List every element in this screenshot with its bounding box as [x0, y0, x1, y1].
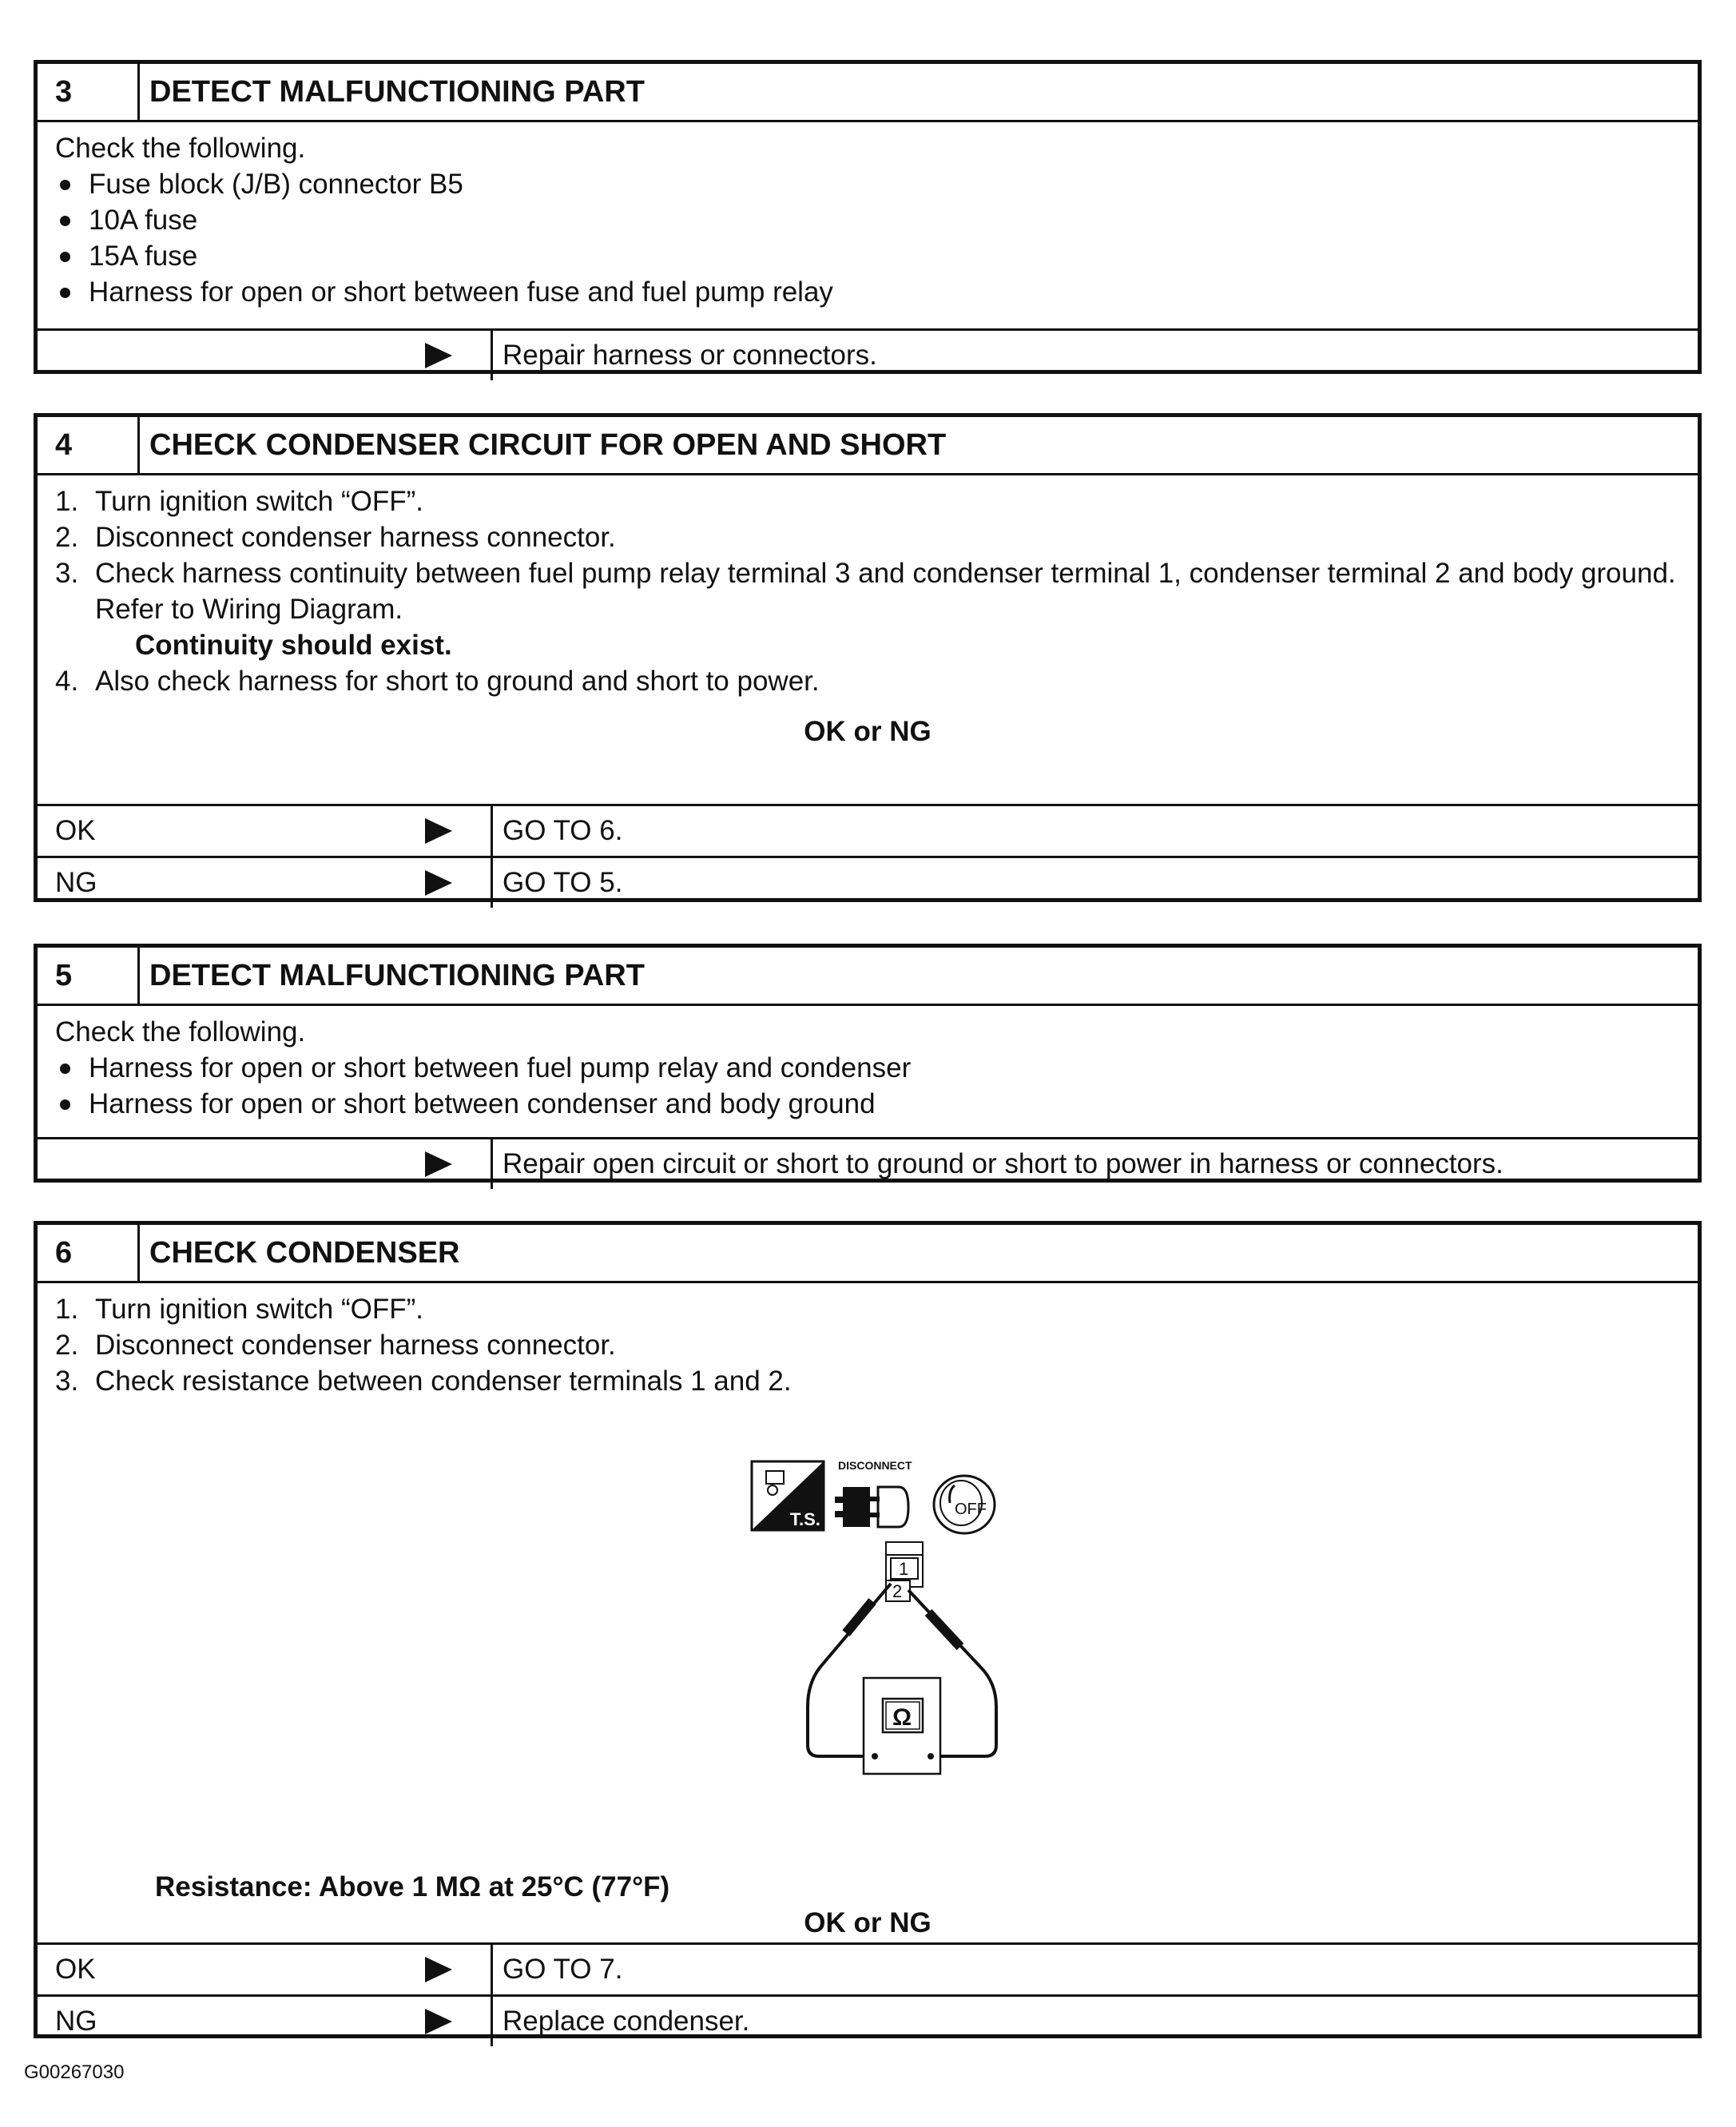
list-item: 3. Check resistance between condenser terminals 1 and 2.	[55, 1366, 792, 1397]
list-item: 4. Also check harness for short to ground and short to power.	[55, 666, 820, 697]
step-body	[38, 1283, 1698, 1942]
list-item: 1. Turn ignition switch “OFF”.	[55, 1294, 424, 1325]
spec-text: Continuity should exist.	[135, 630, 452, 661]
ok-ng-heading: OK or NG	[804, 1907, 932, 1938]
ok-label: OK	[38, 806, 493, 856]
arrow-right-icon	[425, 870, 452, 896]
ng-action: GO TO 5.	[503, 867, 623, 898]
result-condition	[38, 331, 493, 380]
spec-text: Resistance: Above 1 MΩ at 25°C (77°F)	[155, 1871, 670, 1902]
step-number: 4	[38, 417, 140, 473]
intro-text: Check the following.	[55, 133, 306, 164]
bullet-item: 15A fuse	[55, 238, 1680, 274]
ok-row	[38, 804, 1698, 856]
ng-action: Replace condenser.	[503, 2006, 750, 2037]
svg-text:1: 1	[899, 1559, 909, 1579]
ok-row	[38, 1942, 1698, 1994]
result-action: Repair open circuit or short to ground or short to power in harness or connectors.	[503, 1148, 1504, 1179]
probe-right	[928, 1612, 960, 1647]
ok-ng-heading: OK or NG	[804, 716, 932, 747]
result-condition	[38, 1139, 493, 1189]
arrow-right-icon	[425, 1151, 452, 1177]
step-3-box	[34, 60, 1702, 374]
step-header	[38, 948, 1698, 1006]
disconnect-icon	[835, 1459, 912, 1527]
result-action: Repair harness or connectors.	[503, 340, 877, 371]
arrow-right-icon	[425, 818, 452, 844]
step-number: 5	[38, 948, 140, 1004]
step-title: CHECK CONDENSER	[149, 1235, 460, 1270]
resistance-diagram	[796, 1539, 1020, 1779]
step-6-box	[34, 1221, 1702, 2038]
intro-text: Check the following.	[55, 1016, 306, 1048]
step-title: CHECK CONDENSER CIRCUIT FOR OPEN AND SHORT	[149, 427, 947, 462]
ignition-off-icon	[934, 1476, 995, 1533]
result-row	[38, 328, 1698, 380]
bullet-item: 10A fuse	[55, 202, 1680, 238]
svg-text:2: 2	[892, 1581, 903, 1601]
ng-label: NG	[38, 858, 493, 908]
list-item: 1. Turn ignition switch “OFF”.	[55, 486, 424, 517]
ts-icon	[752, 1461, 824, 1530]
bullet-item: Harness for open or short between fuel pump relay and condenser	[55, 1050, 1680, 1086]
arrow-right-icon	[425, 2009, 452, 2034]
svg-text:OFF: OFF	[955, 1501, 987, 1518]
bullet-item: Harness for open or short between condenser and body ground	[55, 1086, 1680, 1122]
ng-row	[38, 1994, 1698, 2046]
figure-code: G00267030	[24, 2061, 125, 2083]
step-4-box	[34, 413, 1702, 902]
arrow-right-icon	[425, 343, 452, 368]
procedure-icons	[749, 1455, 1068, 1535]
step-header	[38, 64, 1698, 122]
step-header	[38, 417, 1698, 475]
result-row	[38, 1137, 1698, 1189]
bullet-item: Fuse block (J/B) connector B5	[55, 166, 1680, 202]
svg-text:T.S.: T.S.	[790, 1509, 820, 1529]
ng-row	[38, 856, 1698, 908]
ng-label: NG	[38, 1997, 493, 2046]
step-title: DETECT MALFUNCTIONING PART	[149, 958, 645, 992]
step-header	[38, 1225, 1698, 1283]
step-body	[38, 122, 1698, 328]
list-item: 2. Disconnect condenser harness connector.	[55, 522, 616, 553]
ok-label: OK	[38, 1945, 493, 1994]
step-body	[38, 475, 1698, 804]
step-body	[38, 1006, 1698, 1137]
list-item: 3. Check harness continuity between fuel pump relay terminal 3 and condenser terminal 1, condenser terminal 2 and body ground.	[55, 558, 1676, 589]
svg-text:DISCONNECT: DISCONNECT	[838, 1459, 912, 1472]
arrow-right-icon	[425, 1957, 452, 1982]
probe-left	[846, 1601, 872, 1633]
ohm-icon: Ω	[892, 1704, 912, 1731]
step-number: 3	[38, 64, 140, 120]
list-item: 2. Disconnect condenser harness connector.	[55, 1330, 616, 1361]
step-title: DETECT MALFUNCTIONING PART	[149, 74, 645, 109]
refer-text: Refer to Wiring Diagram.	[95, 594, 403, 625]
step-number: 6	[38, 1225, 140, 1281]
ok-action: GO TO 6.	[503, 815, 623, 846]
bullet-item: Harness for open or short between fuse and fuel pump relay	[55, 274, 1680, 310]
ok-action: GO TO 7.	[503, 1954, 623, 1985]
step-5-box	[34, 944, 1702, 1183]
